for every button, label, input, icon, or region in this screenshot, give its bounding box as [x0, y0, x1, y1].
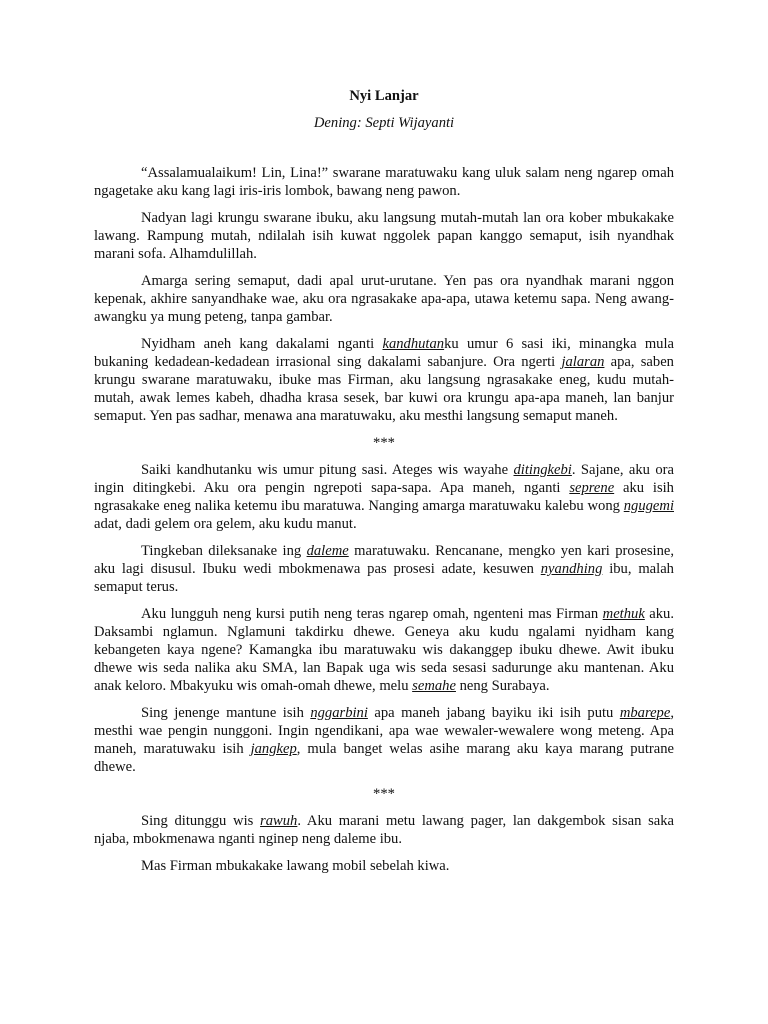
- paragraph: [94, 335, 674, 425]
- glossary-term: nggarbini: [310, 705, 368, 721]
- glossary-term: semahe: [412, 678, 456, 694]
- paragraph-text: . Aku marani metu lawang pager, lan dakgembok sisan saka njaba, mbokmenawa nganti nginep neng daleme ibu.: [94, 813, 674, 847]
- paragraph-text: , mesthi wae pengin nunggoni. Ingin ngendikani, apa wae wewaler-wewalere wong meteng. Apa maneh, maratuwaku isih: [94, 705, 674, 757]
- paragraph: [94, 272, 674, 326]
- paragraph-text: Saiki kandhutanku wis umur pitung sasi. Ateges wis wayahe: [141, 462, 514, 478]
- paragraph-text: Aku lungguh neng kursi putih neng teras ngarep omah, ngenteni mas Firman: [141, 606, 603, 622]
- paragraph: [94, 542, 674, 596]
- paragraph-text: ku umur 6 sasi iki, minangka mula bukaning kedadean-kedadean irrasional sing dakalami sabanjure. Ora ngerti: [94, 336, 674, 370]
- paragraph: [94, 857, 674, 875]
- paragraph-text: Nadyan lagi krungu swarane ibuku, aku langsung mutah-mutah lan ora kober mbukakake lawang. Rampung mutah, ndilalah isih kuwat nggolek papan kanggo semaput, isih nyandhak marani sofa. Alhamdulillah.: [94, 210, 674, 262]
- paragraph-text: adat, dadi gelem ora gelem, aku kudu manut.: [94, 516, 357, 532]
- paragraph: [94, 605, 674, 695]
- section-separator: ***: [373, 786, 395, 802]
- glossary-term: ngugemi: [623, 498, 674, 514]
- glossary-term: methuk: [602, 606, 645, 622]
- author-line: Dening: Septi Wijayanti: [313, 115, 455, 131]
- paragraph: [94, 461, 674, 533]
- paragraph: [94, 812, 674, 848]
- paragraph: [94, 164, 674, 200]
- paragraph-text: “Assalamualaikum! Lin, Lina!” swarane maratuwaku kang uluk salam neng ngarep omah ngagetake aku kang lagi iris-iris lombok, bawang neng pawon.: [94, 165, 674, 199]
- paragraph-text: aku. Daksambi nglamun. Nglamuni takdirku dhewe. Geneya aku kudu ngalami nyidham kang kebangeten kaya ngene? Kamangka ibu maratuwaku wis dakanggep ibuku dhewe. Awit ibuku dhewe wis seda nalika aku SMA, lan Bapak uga wis seda sesasi sadurunge aku mantenan. Aku anak keloro. Mbakyuku wis omah-omah dhewe, melu: [94, 606, 674, 694]
- glossary-term: seprene: [569, 480, 615, 496]
- paragraph-text: aku isih ngrasakake eneg nalika ketemu ibu maratuwa. Nanging amarga maratuwaku kalebu wong: [94, 480, 674, 514]
- paragraph-text: Sing jenenge mantune isih: [141, 705, 311, 721]
- section-separator: ***: [373, 435, 395, 451]
- paragraph-text: Tingkeban dileksanake ing: [141, 543, 307, 559]
- glossary-term: jangkep: [250, 741, 297, 757]
- story-body: [94, 164, 674, 875]
- paragraph-text: Amarga sering semaput, dadi apal urut-urutane. Yen pas ora nyandhak marani nggon kepenak, akhire sanyandhake wae, aku ora ngrasakake apa-apa, utawa ketemu sapa. Neng awang-awangku ya mung peteng, tanpa gambar.: [94, 273, 674, 325]
- glossary-term: ditingkebi: [513, 462, 572, 478]
- paragraph-text: ibu, malah semaput terus.: [94, 561, 674, 595]
- paragraph-text: apa, saben krungu swarane maratuwaku, ibuke mas Firman, aku langsung ngrasakake eneg, kudu mutah-mutah, awak lemes kabeh, dhadha krasa sesek, bar kuwi ora krungu apa-apa maneh, lan banjur semaput. Yen pas sadhar, menawa ana maratuwaku, aku mesthi langsung semaput maneh.: [94, 354, 674, 424]
- paragraph-text: maratuwaku. Rencanane, mengko yen kari prosesine, aku lagi disusul. Ibuku wedi mbokmenawa pas prosesi adate, kesuwen: [94, 543, 675, 577]
- glossary-term: daleme: [306, 543, 349, 559]
- glossary-term: nyandhing: [540, 561, 603, 577]
- paragraph-text: Mas Firman mbukakake lawang mobil sebelah kiwa.: [141, 858, 450, 874]
- document-title: Nyi Lanjar: [349, 88, 419, 104]
- paragraph-text: neng Surabaya.: [455, 678, 550, 694]
- paragraph-text: Sing ditunggu wis: [141, 813, 261, 829]
- glossary-term: mbarepe: [619, 705, 671, 721]
- paragraph-text: apa maneh jabang bayiku iki isih putu: [367, 705, 620, 721]
- glossary-term: kandhutan: [382, 336, 445, 352]
- paragraph-text: . Sajane, aku ora ingin ditingkebi. Aku ora pengin ngrepoti sapa-sapa. Apa maneh, nganti: [94, 462, 674, 496]
- paragraph-text: Nyidham aneh kang dakalami nganti: [141, 336, 383, 352]
- glossary-term: jalaran: [561, 354, 605, 370]
- document-page: [94, 86, 674, 884]
- paragraph-text: , mula banget welas asihe marang aku kaya marang putrane dhewe.: [94, 741, 674, 775]
- paragraph: [94, 704, 674, 776]
- paragraph: [94, 209, 674, 263]
- glossary-term: rawuh: [260, 813, 298, 829]
